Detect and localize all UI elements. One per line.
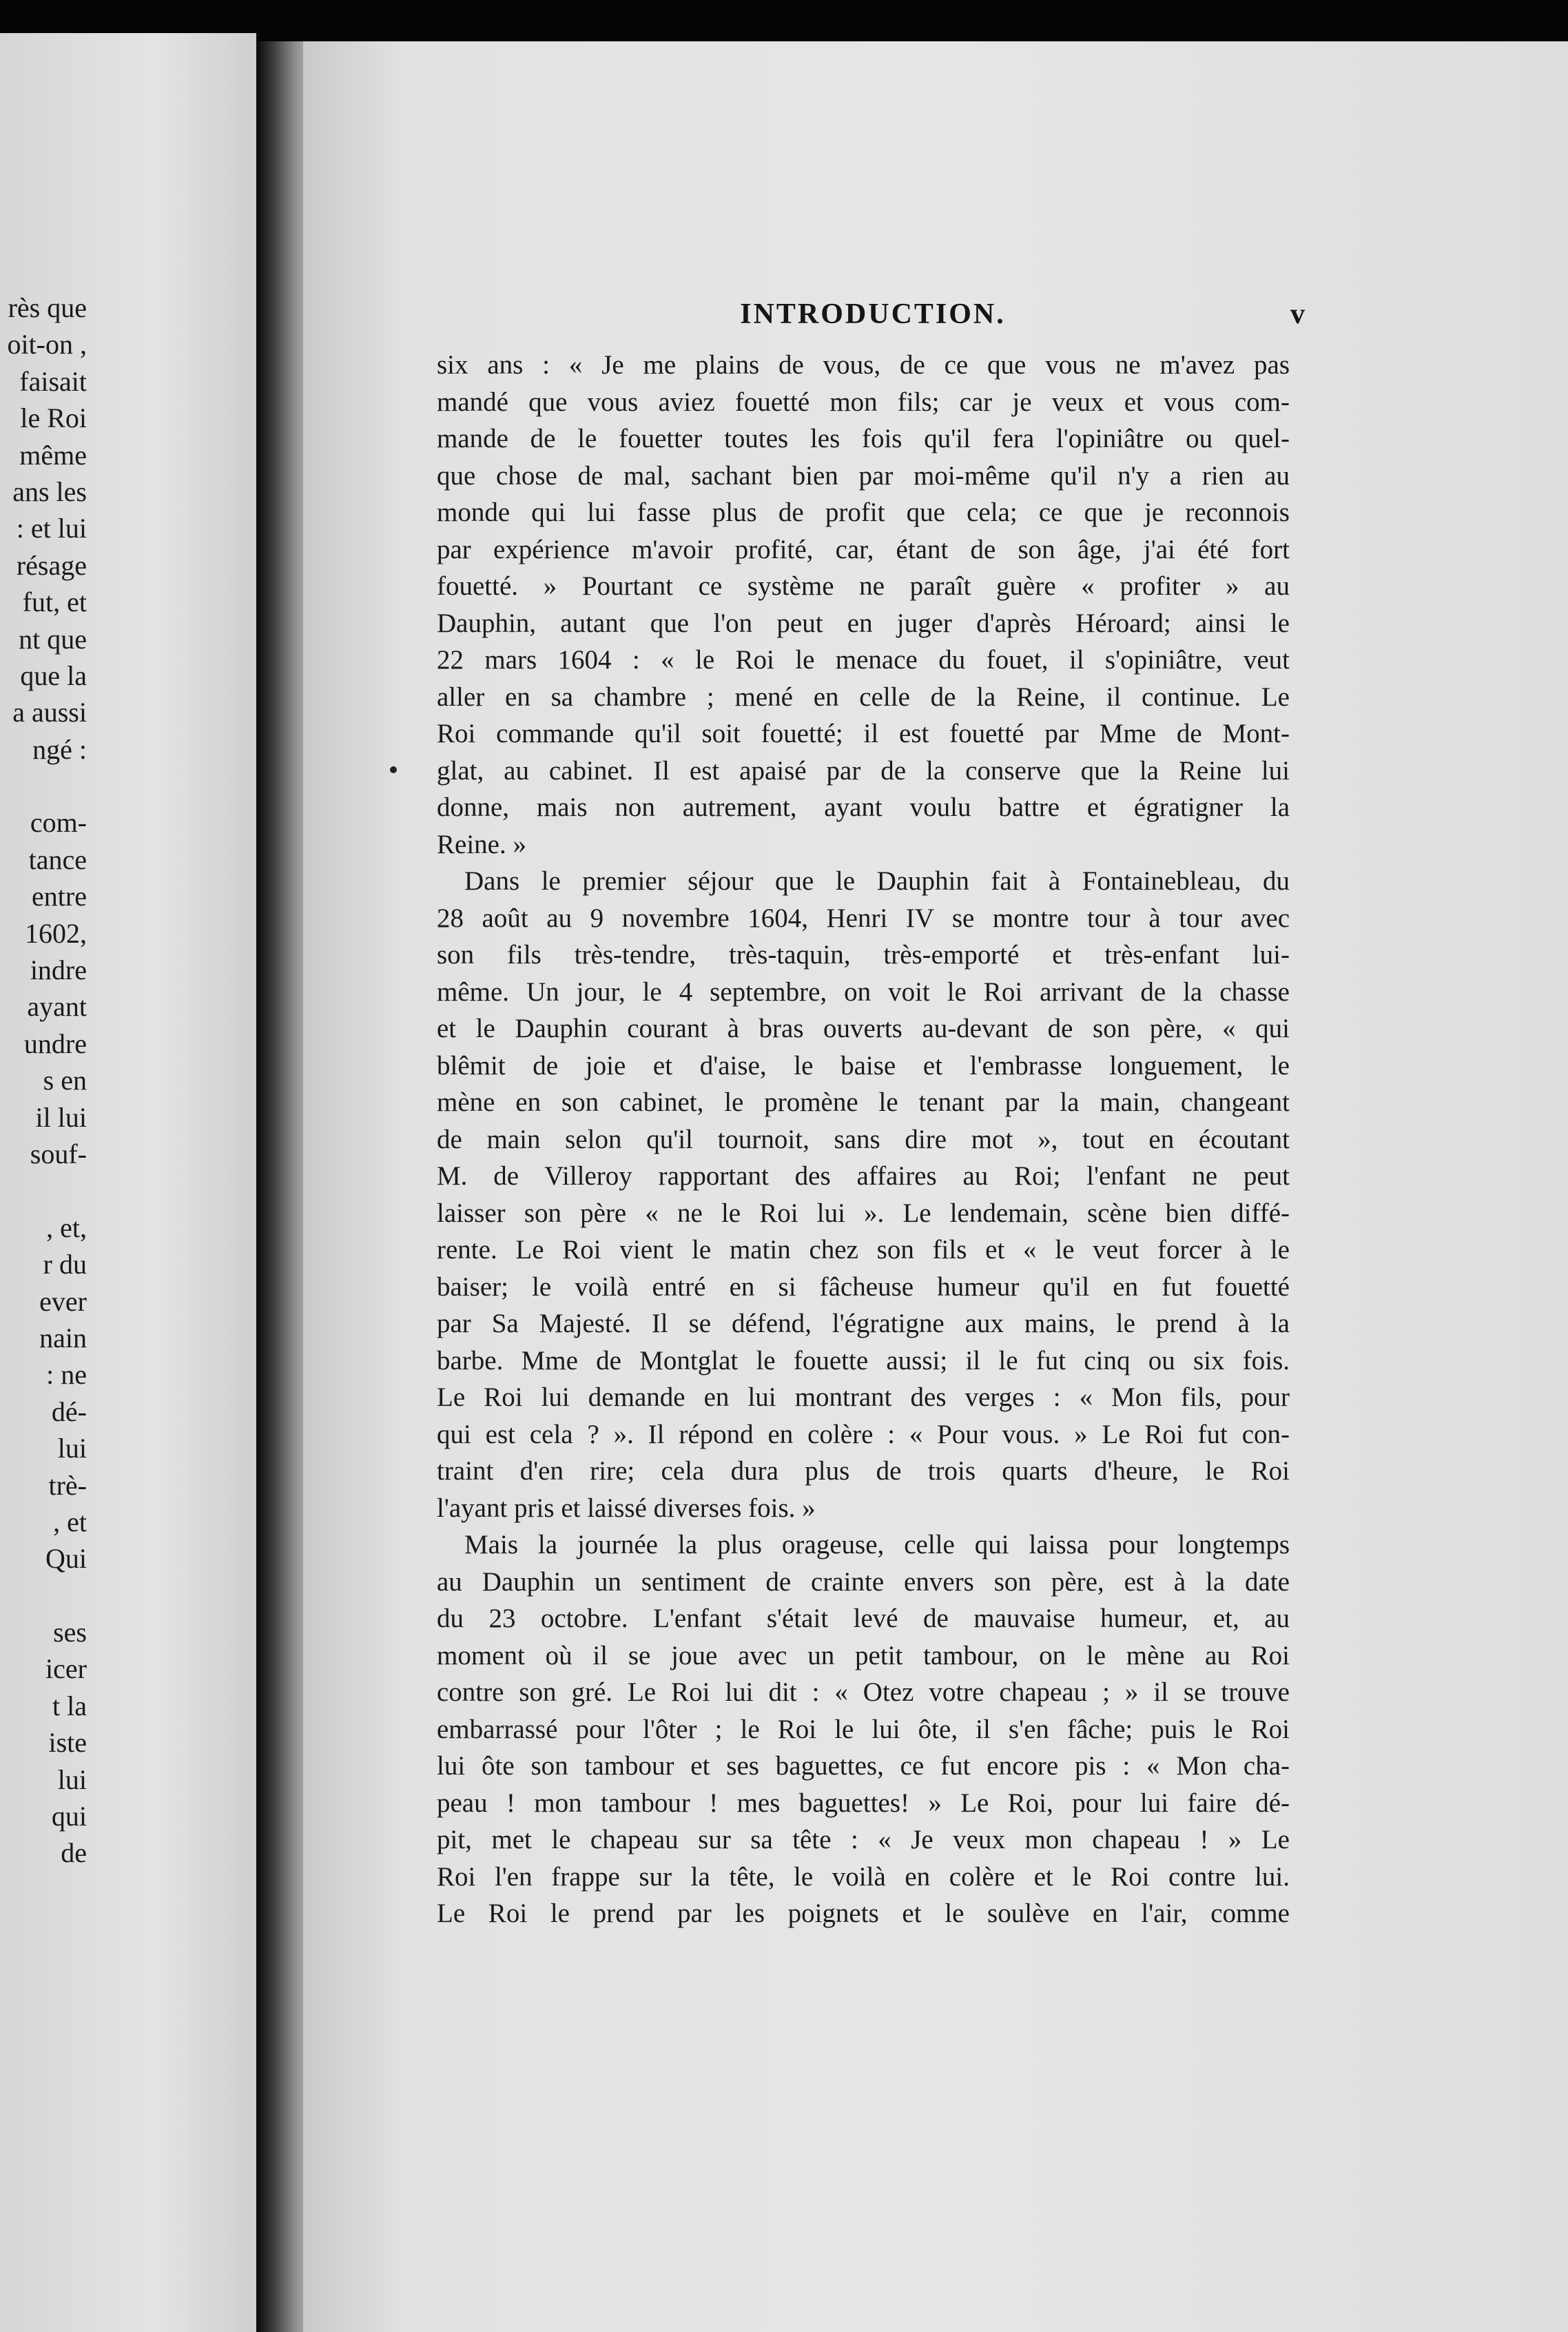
left-page-fragment: faisait [19, 365, 87, 397]
left-page-text-fragments [0, 289, 87, 1872]
text-line: par expérience m'avoir profité, car, étant de son âge, j'ai été fort [437, 534, 1290, 564]
left-page-fragment: Qui [45, 1543, 87, 1575]
text-line: mène en son cabinet, le promène le tenant par la main, changeant [437, 1087, 1290, 1117]
text-line: du 23 octobre. L'enfant s'était levé de mauvaise humeur, et, au [437, 1604, 1290, 1633]
text-line: baiser; le voilà entré en si fâcheuse humeur qu'il en fut fouetté [437, 1271, 1290, 1302]
text-line: peau ! mon tambour ! mes baguettes! » Le Roi, pour lui faire dé- [437, 1788, 1290, 1818]
left-page-fragment: ever [39, 1285, 87, 1317]
text-line: pit, met le chapeau sur sa tête : « Je veux mon chapeau ! » Le [437, 1825, 1290, 1854]
left-page-fragment: rès que [8, 292, 87, 323]
text-line: glat, au cabinet. Il est apaisé par de la conserve que la Reine lui [437, 755, 1290, 786]
text-line: Dans le premier séjour que le Dauphin fait à Fontainebleau, du [464, 866, 1290, 896]
left-page-fragment: 1602, [25, 917, 87, 949]
text-line: traint d'en rire; cela dura plus de trois quarts d'heure, le Roi [437, 1456, 1290, 1486]
text-line: blêmit de joie et d'aise, le baise et l'embrasse longuement, le [437, 1050, 1290, 1081]
left-page-fragment: ses [53, 1617, 87, 1648]
margin-dot [390, 766, 397, 773]
left-page-fragment: r du [43, 1249, 87, 1280]
left-page-fragment: lui [57, 1763, 87, 1795]
text-line: Roi l'en frappe sur la tête, le voilà en colère et le Roi contre lui. [437, 1861, 1290, 1892]
text-line: Mais la journée la plus orageuse, celle qui laissa pour longtemps [464, 1530, 1290, 1559]
left-page-fragment [0, 768, 87, 804]
left-page-fragment: même [19, 439, 87, 471]
text-line: Le Roi le prend par les poignets et le soulève en l'air, comme [437, 1899, 1290, 1928]
text-line: mandé que vous aviez fouetté mon fils; car je veux et vous com- [437, 387, 1290, 417]
text-line: laisser son père « ne le Roi lui ». Le lendemain, scène bien diffé- [437, 1198, 1290, 1228]
text-line: fouetté. » Pourtant ce système ne paraît guère « profiter » au [437, 571, 1290, 601]
left-page-fragment: nt que [19, 623, 87, 655]
text-line: Dauphin, autant que l'on peut en juger d'après Héroard; ainsi le [437, 608, 1290, 638]
text-line: Roi commande qu'il soit fouetté; il est fouetté par Mme de Mont- [437, 719, 1290, 748]
text-line: au Dauphin un sentiment de crainte envers son père, est à la date [437, 1566, 1290, 1597]
text-line: six ans : « Je me plains de vous, de ce que vous ne m'avez pas [437, 350, 1290, 380]
text-line: son fils très-tendre, très-taquin, très-emporté et très-enfant lui- [437, 940, 1290, 970]
text-line: rente. Le Roi vient le matin chez son fils et « le veut forcer à le [437, 1235, 1290, 1265]
left-page-fragment: icer [45, 1653, 87, 1685]
text-line: même. Un jour, le 4 septembre, on voit le Roi arrivant de la chasse [437, 976, 1290, 1007]
text-line: de main selon qu'il tournoit, sans dire mot », tout en écoutant [437, 1124, 1290, 1154]
left-page-fragment: , et, [46, 1211, 87, 1243]
left-page-fragment: qui [51, 1801, 87, 1832]
left-page-fragment: ngé : [32, 733, 87, 765]
left-page-fragment: entre [32, 881, 87, 912]
left-page-fragment: tance [28, 843, 87, 875]
text-line: embarrassé pour l'ôter ; le Roi le lui ôte, il s'en fâche; puis le Roi [437, 1714, 1290, 1744]
left-page-fragment [0, 1577, 87, 1614]
text-line: moment où il se joue avec un petit tambour, on le mène au Roi [437, 1640, 1290, 1670]
left-page-fragment: s en [43, 1065, 87, 1096]
text-line: que chose de mal, sachant bien par moi-même qu'il n'y a rien au [437, 460, 1290, 491]
text-line: contre son gré. Le Roi lui dit : « Otez votre chapeau ; » il se trouve [437, 1677, 1290, 1707]
left-page-fragment: que la [20, 659, 87, 691]
left-page-fragment: iste [48, 1727, 87, 1759]
left-page-fragment: indre [30, 954, 87, 986]
text-line: 22 mars 1604 : « le Roi le menace du fouet, il s'opiniâtre, veut [437, 645, 1290, 675]
left-page-fragment: , et [53, 1506, 87, 1537]
left-page-fragment: undre [23, 1027, 87, 1059]
left-page-fragment: dé- [51, 1395, 87, 1427]
left-page-fragment: : et lui [16, 513, 87, 544]
book-spine-gutter [256, 41, 310, 2332]
text-line: qui est cela ? ». Il répond en colère : « Pour vous. » Le Roi fut con- [437, 1419, 1290, 1449]
left-page-fragment [0, 1172, 87, 1209]
left-page-fragment: de [61, 1837, 87, 1869]
text-line: 28 août au 9 novembre 1604, Henri IV se montre tour à tour avec [437, 903, 1290, 933]
text-line: mande de le fouetter toutes les fois qu'il fera l'opiniâtre ou quel- [437, 424, 1290, 453]
left-page-fragment: souf- [30, 1138, 87, 1169]
text-line: donne, mais non autrement, ayant voulu battre et égratigner la [437, 792, 1290, 822]
text-line: M. de Villeroy rapportant des affaires au Roi; l'enfant ne peut [437, 1161, 1290, 1191]
left-page-fragment: résage [16, 549, 87, 581]
left-page-fragment: t la [52, 1690, 87, 1721]
left-page-fragment: com- [30, 807, 87, 839]
left-page-fragment: : ne [46, 1359, 87, 1391]
text-line: l'ayant pris et laissé diverses fois. » [437, 1493, 816, 1523]
text-line: aller en sa chambre ; mené en celle de la Reine, il continue. Le [437, 682, 1290, 712]
left-page-fragment: le Roi [20, 402, 87, 434]
left-page-fragment: ayant [27, 991, 87, 1023]
left-page-fragment: il lui [35, 1101, 87, 1133]
left-page-fragment: trè- [48, 1469, 87, 1501]
text-line: monde qui lui fasse plus de profit que cela; ce que je reconnois [437, 498, 1290, 527]
text-line: Reine. » [437, 829, 526, 859]
left-page [0, 33, 256, 2332]
text-line: par Sa Majesté. Il se défend, l'égratigne aux mains, le prend à la [437, 1309, 1290, 1338]
running-header [441, 298, 1305, 339]
left-page-fragment: oit-on , [7, 329, 87, 360]
running-title: INTRODUCTION. [740, 298, 1006, 330]
text-line: et le Dauphin courant à bras ouverts au-devant de son père, « qui [437, 1014, 1290, 1043]
left-page-fragment: a aussi [12, 697, 87, 728]
left-page-fragment: nain [39, 1322, 87, 1353]
left-page-fragment: ans les [12, 475, 87, 507]
body-text [437, 347, 1290, 1932]
page-number: v [1290, 298, 1305, 330]
text-line: barbe. Mme de Montglat le fouette aussi; il le fut cinq ou six fois. [437, 1345, 1290, 1375]
text-line: lui ôte son tambour et ses baguettes, ce fut encore pis : « Mon cha- [437, 1751, 1290, 1781]
left-page-fragment: lui [57, 1433, 87, 1464]
left-page-fragment: fut, et [22, 586, 87, 618]
text-line: Le Roi lui demande en lui montrant des verges : « Mon fils, pour [437, 1382, 1290, 1412]
